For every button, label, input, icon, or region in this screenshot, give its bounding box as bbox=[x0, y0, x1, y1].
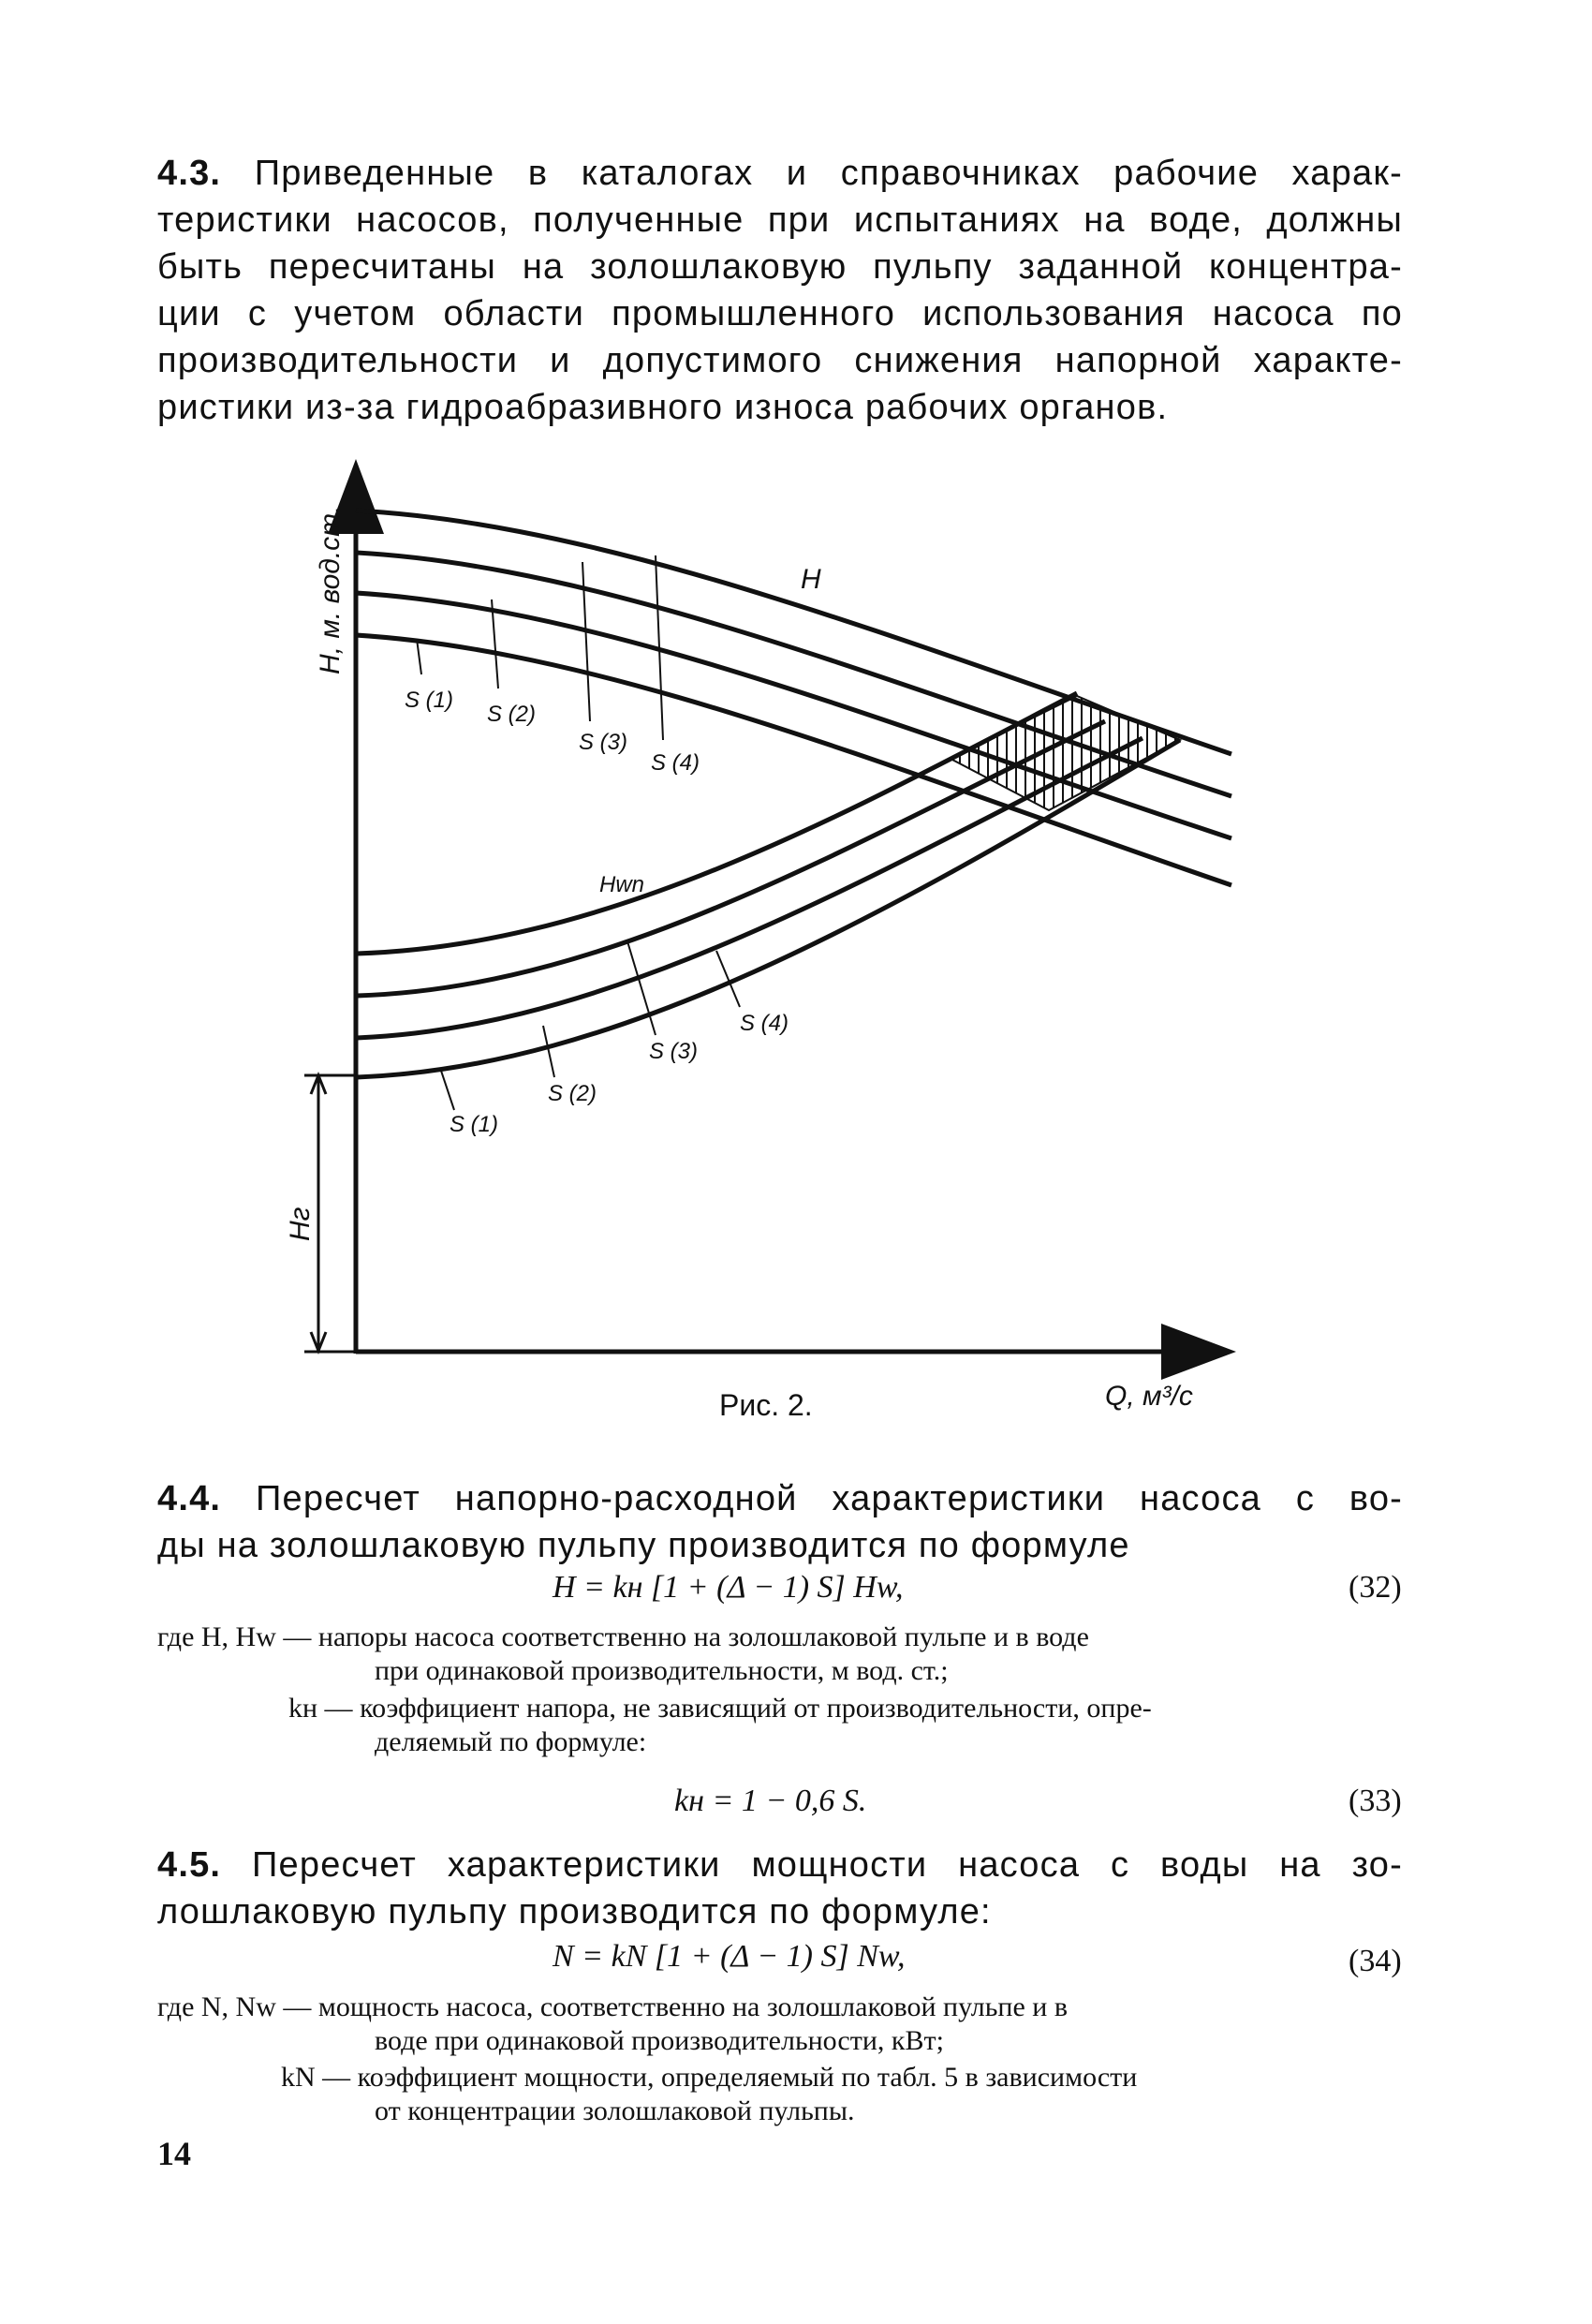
equation-number-33: (33) bbox=[1349, 1784, 1402, 1818]
network-curve-label: Hwn bbox=[599, 872, 645, 897]
network-s-label-1: S (1) bbox=[450, 1112, 499, 1137]
figure-caption: Рис. 2. bbox=[719, 1388, 813, 1422]
definition-text: коэффициент напора, не зависящий от производительности, опре- bbox=[360, 1693, 1152, 1724]
paragraph-4-4 bbox=[157, 1475, 1403, 1569]
section-number: 4.4. bbox=[157, 1479, 222, 1518]
definition-continuation: воде при одинаковой производительности, кВт; bbox=[375, 2025, 944, 2056]
text-line: ции с учетом области промышленного использования насоса по bbox=[157, 294, 1403, 333]
network-curve-s4 bbox=[356, 693, 1077, 954]
text-line: лошлаковую пульпу производится по формуле: bbox=[157, 1892, 992, 1932]
definition-continuation: от концентрации золошлаковой пульпы. bbox=[375, 2095, 855, 2126]
pump-s-label-2: S (2) bbox=[487, 702, 537, 727]
definition-term: где N, Nw — bbox=[157, 1991, 312, 2022]
definition-continuation: деляемый по формуле: bbox=[375, 1726, 647, 1757]
equation-number-34: (34) bbox=[1349, 1944, 1402, 1978]
definition-term: kN — bbox=[281, 2062, 351, 2093]
network-s-label-2: S (2) bbox=[548, 1081, 597, 1106]
text-line: теристики насосов, полученные при испытаниях на воде, должны bbox=[157, 200, 1403, 240]
network-s-label-3: S (3) bbox=[649, 1039, 699, 1064]
equation-number-32: (32) bbox=[1349, 1570, 1402, 1605]
formula-34: N = kN [1 + (Δ − 1) S] Nw, bbox=[553, 1939, 906, 1974]
network-s-label-4: S (4) bbox=[740, 1011, 789, 1036]
text-line: быть пересчитаны на золошлаковую пульпу заданной концентра- bbox=[157, 247, 1403, 287]
text-line: Пересчет характеристики мощности насоса с воды на зо- bbox=[252, 1845, 1403, 1885]
y-axis-label: H, м. вод.ст. bbox=[315, 505, 346, 674]
text-line: Приведенные в каталогах и справочниках рабочие харак- bbox=[254, 154, 1403, 193]
page-number: 14 bbox=[157, 2135, 191, 2172]
pump-s-label-3: S (3) bbox=[579, 730, 628, 755]
section-number: 4.5. bbox=[157, 1845, 222, 1885]
section-number: 4.3. bbox=[157, 154, 222, 193]
definition-text: коэффициент мощности, определяемый по табл. 5 в зависимости bbox=[357, 2062, 1138, 2093]
paragraph-4-5 bbox=[157, 1842, 1403, 1935]
formula-32: H = kн [1 + (Δ − 1) S] Hw, bbox=[553, 1570, 904, 1605]
text-line: ды на золошлаковую пульпу производится по формуле bbox=[157, 1526, 1130, 1565]
text-line: ристики из-за гидроабразивного износа рабочих органов. bbox=[157, 388, 1169, 427]
x-axis-label: Q, м³/с bbox=[1105, 1381, 1193, 1412]
pump-s-label-1: S (1) bbox=[405, 688, 454, 713]
text-line: производительности и допустимого снижения напорной характе- bbox=[157, 341, 1403, 380]
formula-33: kн = 1 − 0,6 S. bbox=[674, 1784, 867, 1818]
definition-text: мощность насоса, соответственно на золошлаковой пульпе и в bbox=[317, 1991, 1069, 2022]
hr-label: Hг bbox=[285, 1206, 316, 1241]
definition-text: напоры насоса соответственно на золошлаковой пульпе и в воде bbox=[317, 1621, 1089, 1652]
definition-term: где H, Hw — bbox=[157, 1621, 312, 1652]
text-line: Пересчет напорно-расходной характеристики насоса с во- bbox=[256, 1479, 1404, 1518]
pump-s-label-4: S (4) bbox=[651, 750, 700, 776]
pump-curve-label: H bbox=[801, 564, 821, 595]
definition-term: kн — bbox=[288, 1693, 353, 1724]
definition-continuation: при одинаковой производительности, м вод. ст.; bbox=[375, 1655, 949, 1686]
